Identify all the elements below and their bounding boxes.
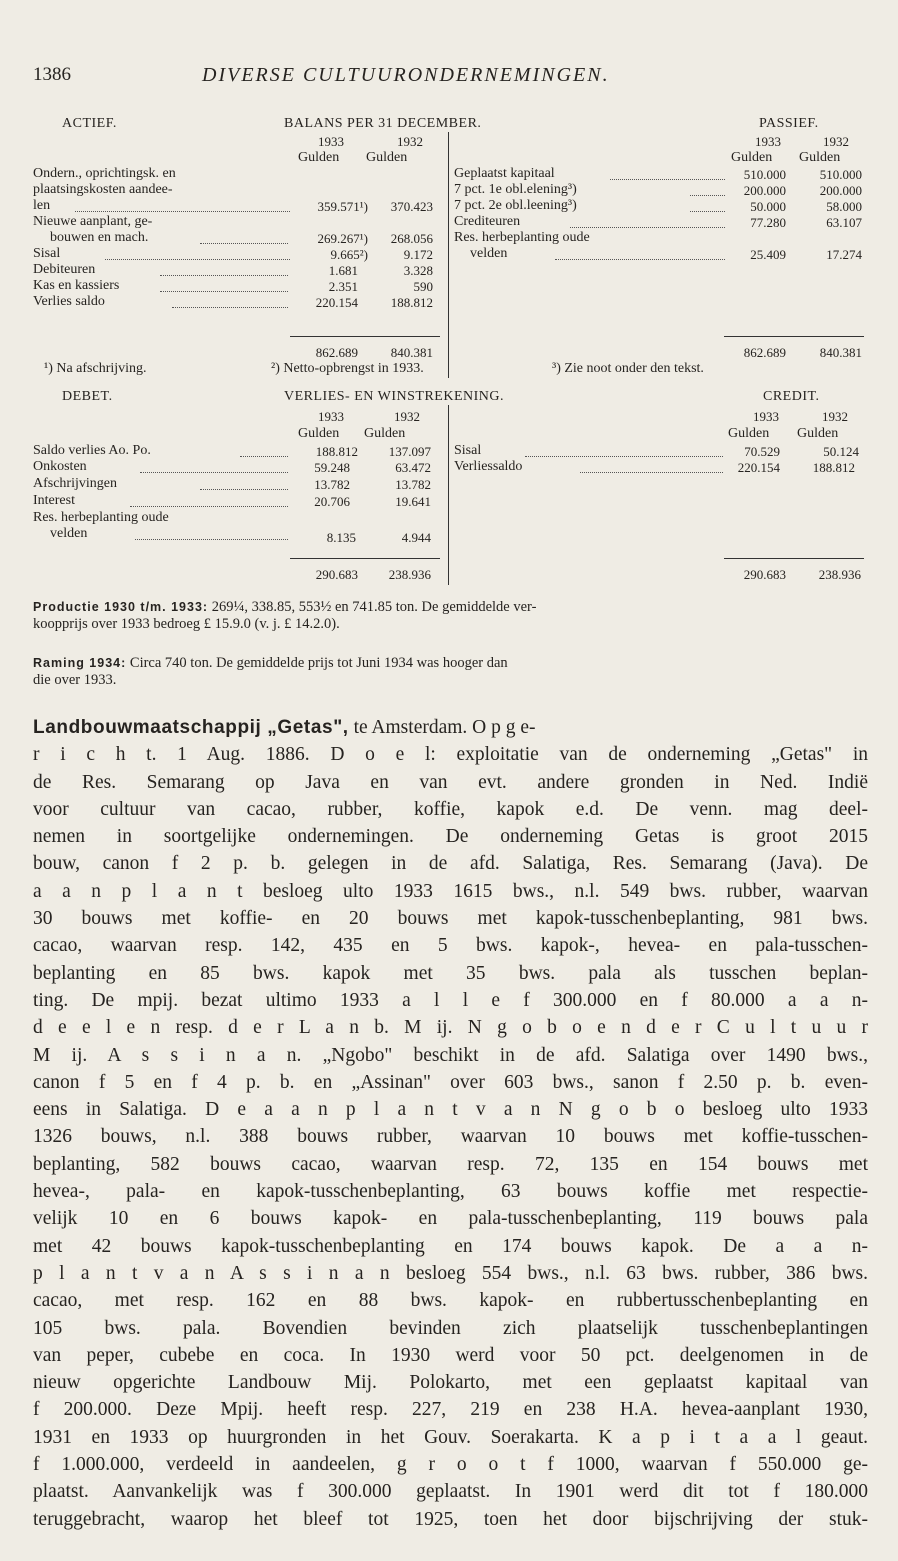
production-note [33, 599, 871, 633]
estimate-note [33, 655, 871, 689]
passief-value-1933: 200.000 [743, 183, 786, 198]
actief-label: Nieuwe aanplant, ge- [33, 214, 153, 229]
estimate-text: die over 1933. [33, 672, 117, 688]
debet-label: Afschrijvingen [33, 476, 117, 491]
article-line: canon f 5 en f 4 p. b. en „Assinan" over 603 bws., sanon f 2.50 p. b. even- [33, 1071, 868, 1093]
actief-label: Ondern., oprichtingsk. en [33, 166, 176, 181]
passief-value-1932: 200.000 [819, 183, 862, 198]
balance-total-left-1933: 862.689 [315, 345, 358, 360]
passief-value-1933: 510.000 [743, 167, 786, 182]
credit-value-1933: 70.529 [744, 444, 780, 459]
debet-label: Onkosten [33, 459, 87, 474]
passief-value-1933: 77.280 [750, 215, 786, 230]
passief-label: Res. herbeplanting oude [454, 230, 590, 245]
balance-left-heading: ACTIEF. [62, 116, 117, 131]
debet-value-1932: 4.944 [401, 530, 431, 545]
actief-label: Sisal [33, 246, 61, 261]
passief-label: Crediteuren [454, 214, 521, 229]
balance-right-unit1: Gulden [731, 150, 773, 165]
balance-right-unit2: Gulden [799, 150, 841, 165]
article-line: van peper, cubebe en coca. In 1930 werd voor 50 pct. deelgenomen in de [33, 1344, 868, 1366]
passief-label: 7 pct. 1e obl.elening³) [454, 182, 577, 197]
estimate-label: Raming 1934: [33, 656, 127, 670]
actief-label: Verlies saldo [33, 294, 105, 309]
estimate-text: Circa 740 ton. De gemiddelde prijs tot Juni 1934 was hooger dan [126, 655, 508, 671]
passief-value-1932: 58.000 [826, 199, 862, 214]
passief-value-1932: 63.107 [826, 215, 862, 230]
balance-total-left-1932: 840.381 [390, 345, 433, 360]
actief-label: Debiteuren [33, 262, 96, 277]
pl-right-unit1: Gulden [728, 426, 770, 441]
article-line: nieuw opgerichte Landbouw Mij. Polokarto, met een geplaatst kapitaal van [33, 1372, 868, 1394]
article-line: bouw, canon f 2 p. b. gelegen in de afd. Salatiga, Res. Semarang (Java). De [33, 853, 868, 875]
article-line: a a n p l a n t besloeg ulto 1933 1615 bws., n.l. 549 bws. rubber, waarvan [33, 880, 868, 902]
article-line: M ij. A s s i n a n. „Ngobo" beschikt in de afd. Salatiga over 1490 bws., [33, 1044, 868, 1066]
actief-value-1932: 268.056 [390, 231, 433, 246]
pl-right-year1: 1933 [753, 409, 779, 424]
actief-label: plaatsingskosten aandee- [33, 182, 173, 197]
actief-value-1933: 359.571¹) [317, 199, 368, 214]
production-label: Productie 1930 t/m. 1933: [33, 600, 209, 614]
actief-value-1932: 3.328 [403, 263, 433, 278]
debet-value-1933: 188.812 [315, 444, 358, 459]
company-name: Landbouwmaatschappij „Getas", [33, 717, 349, 738]
article-line: f 200.000. Deze Mpij. heeft resp. 227, 219 en 238 H.A. hevea-aanplant 1930, [33, 1399, 868, 1421]
pl-right-unit2: Gulden [797, 426, 839, 441]
article-line: eens in Salatiga. D e a a n p l a n t v a n N g o b o besloeg ulto 1933 [33, 1099, 868, 1121]
article-line: voor cultuur van cacao, rubber, koffie, kapok e.d. De venn. mag deel- [33, 798, 868, 820]
article-line: 105 bws. pala. Bovendien bevinden zich plaatselijk tusschenbeplantingen [33, 1317, 868, 1339]
pl-left-unit2: Gulden [364, 426, 406, 441]
footnote-1: ¹) Na afschrijving. [44, 361, 147, 376]
pl-total-left-1933: 290.683 [315, 567, 358, 582]
pl-total-right-1933: 290.683 [743, 567, 786, 582]
actief-label: bouwen en mach. [50, 230, 149, 245]
footnote-3: ³) Zie noot onder den tekst. [552, 361, 704, 376]
pl-right-year2: 1932 [822, 409, 848, 424]
article-line: de Res. Semarang op Java en van evt. andere gronden in Ned. Indië [33, 771, 868, 793]
passief-value-1933: 50.000 [750, 199, 786, 214]
balance-right-year2: 1932 [823, 134, 849, 149]
production-text: 269¼, 338.85, 553½ en 741.85 ton. De gemiddelde ver- [208, 599, 537, 615]
balance-total-right-1933: 862.689 [743, 345, 786, 360]
debet-value-1933: 20.706 [314, 494, 350, 509]
actief-value-1933: 9.665²) [330, 247, 368, 262]
credit-label: Sisal [454, 443, 482, 458]
article-line: met 42 bouws kapok-tusschenbeplanting en 174 bouws kapok. De a a n- [33, 1235, 868, 1257]
debet-label: velden [50, 526, 88, 541]
balance-right-year1: 1933 [755, 134, 781, 149]
balance-left-year1: 1933 [318, 134, 344, 149]
actief-value-1933: 269.267¹) [317, 231, 368, 246]
actief-value-1933: 2.351 [328, 279, 358, 294]
pl-left-unit1: Gulden [298, 426, 340, 441]
pl-left-year2: 1932 [394, 409, 420, 424]
actief-value-1932: 9.172 [403, 247, 433, 262]
actief-value-1932: 188.812 [390, 295, 433, 310]
debet-value-1932: 63.472 [395, 460, 431, 475]
debet-value-1932: 13.782 [395, 477, 431, 492]
debet-value-1933: 13.782 [314, 477, 350, 492]
article-line: 30 bouws met koffie- en 20 bouws met kapok-tusschenbeplanting, 981 bws. [33, 908, 868, 930]
page-title: DIVERSE CULTUURONDERNEMINGEN. [202, 64, 610, 86]
actief-value-1933: 1.681 [328, 263, 358, 278]
article-line: hevea-, pala- en kapok-tusschenbeplanting, 63 bouws koffie met respectie- [33, 1181, 868, 1203]
article-line: nemen in soortgelijke ondernemingen. De onderneming Getas is groot 2015 [33, 826, 868, 848]
actief-value-1932: 590 [413, 279, 433, 294]
balance-center-heading: BALANS PER 31 DECEMBER. [284, 116, 482, 131]
pl-right-heading: CREDIT. [763, 389, 820, 404]
debet-value-1932: 19.641 [395, 494, 431, 509]
article-line: velijk 10 en 6 bouws kapok- en pala-tusschenbeplanting, 119 bouws pala [33, 1208, 868, 1230]
passief-label: 7 pct. 2e obl.leening³) [454, 198, 577, 213]
article-line: r i c h t. 1 Aug. 1886. D o e l: exploitatie van de onderneming „Getas" in [33, 744, 868, 766]
article-line: plaatst. Aanvankelijk was f 300.000 geplaatst. In 1901 werd dit tot f 180.000 [33, 1481, 868, 1503]
debet-value-1932: 137.097 [388, 444, 431, 459]
article-line: beplanting en 85 bws. kapok met 35 bws. pala als tusschen beplan- [33, 962, 868, 984]
article-line: 1326 bouws, n.l. 388 bouws rubber, waarvan 10 bouws met koffie-tusschen- [33, 1126, 868, 1148]
balance-left-year2: 1932 [397, 134, 423, 149]
article-line: cacao, waarvan resp. 142, 435 en 5 bws. kapok-, hevea- en pala-tusschen- [33, 935, 868, 957]
actief-label: len [33, 198, 51, 213]
passief-value-1933: 25.409 [750, 247, 786, 262]
article-line: f 1.000.000, verdeeld in aandeelen, g r o o t f 1000, waarvan f 550.000 ge- [33, 1454, 868, 1476]
article-line: 1931 en 1933 op huurgronden in het Gouv. Soerakarta. K a p i t a a l geaut. [33, 1426, 868, 1448]
credit-value-1932: 50.124 [823, 444, 859, 459]
pl-total-right-1932: 238.936 [818, 567, 861, 582]
footnote-2: ²) Netto-opbrengst in 1933. [271, 361, 424, 376]
passief-value-1932: 510.000 [819, 167, 862, 182]
balance-left-unit2: Gulden [366, 150, 408, 165]
company-article [33, 714, 868, 1533]
debet-value-1933: 59.248 [314, 460, 350, 475]
passief-label: velden [470, 246, 508, 261]
article-line: teruggebracht, waarop het bleef tot 1925, toen het door bijschrijving der stuk- [33, 1508, 868, 1530]
pl-total-left-1932: 238.936 [388, 567, 431, 582]
actief-value-1933: 220.154 [315, 295, 358, 310]
balance-total-right-1932: 840.381 [819, 345, 862, 360]
article-line: beplanting, 582 bouws cacao, waarvan resp. 72, 135 en 154 bouws met [33, 1153, 868, 1175]
pl-center-heading: VERLIES- EN WINSTREKENING. [284, 389, 504, 404]
article-line: p l a n t v a n A s s i n a n besloeg 554 bws., n.l. 63 bws. rubber, 386 bws. [33, 1262, 868, 1284]
pl-left-year1: 1933 [318, 409, 344, 424]
actief-value-1932: 370.423 [390, 199, 433, 214]
balance-right-heading: PASSIEF. [759, 116, 819, 131]
pl-left-heading: DEBET. [62, 389, 113, 404]
article-line: cacao, met resp. 162 en 88 bws. kapok- en rubbertusschenbeplanting en [33, 1290, 868, 1312]
credit-value-1932: 188.812 [812, 460, 855, 475]
actief-label: Kas en kassiers [33, 278, 120, 293]
balance-left-unit1: Gulden [298, 150, 340, 165]
passief-label: Geplaatst kapitaal [454, 166, 555, 181]
article-line: d e e l e n resp. d e r L a n b. M ij. N g o b o e n d e r C u l t u u r [33, 1017, 868, 1039]
debet-value-1933: 8.135 [326, 530, 356, 545]
article-line: te Amsterdam. O p g e- [348, 717, 536, 738]
passief-value-1932: 17.274 [826, 247, 862, 262]
debet-label: Res. herbeplanting oude [33, 510, 169, 525]
debet-label: Interest [33, 493, 75, 508]
debet-label: Saldo verlies Ao. Po. [33, 443, 151, 458]
credit-value-1933: 220.154 [737, 460, 780, 475]
page-number: 1386 [33, 64, 71, 85]
article-line: ting. De mpij. bezat ultimo 1933 a l l e f 300.000 en f 80.000 a a n- [33, 989, 868, 1011]
production-text: koopprijs over 1933 bedroeg £ 15.9.0 (v. j. £ 14.2.0). [33, 616, 340, 632]
credit-label: Verliessaldo [454, 459, 523, 474]
